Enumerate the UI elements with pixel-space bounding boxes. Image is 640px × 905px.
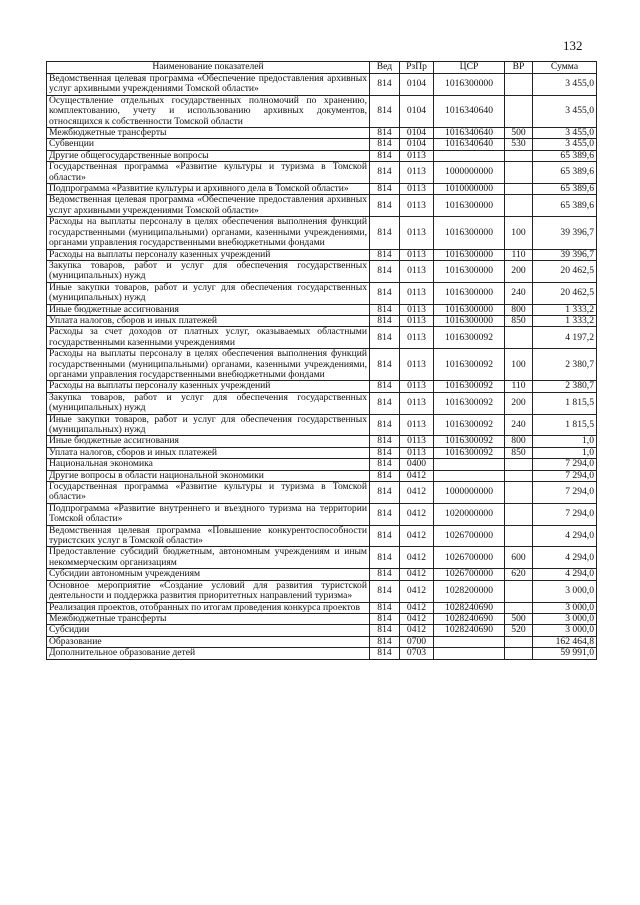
row-sum: 7 294,0 bbox=[533, 503, 597, 525]
row-vr bbox=[505, 470, 533, 481]
table-row bbox=[47, 636, 597, 647]
row-rzpr: 0113 bbox=[400, 414, 434, 436]
row-ved: 814 bbox=[370, 525, 400, 547]
table-row bbox=[47, 470, 597, 481]
row-name: Образование bbox=[47, 636, 370, 647]
row-rzpr: 0113 bbox=[400, 315, 434, 326]
header-rzpr: РзПр bbox=[400, 62, 434, 74]
row-name: Государственная программа «Развитие культуры и туризма в Томской области» bbox=[47, 162, 370, 184]
row-rzpr: 0113 bbox=[400, 436, 434, 447]
row-name: Субсидии bbox=[47, 625, 370, 636]
row-csr: 1016300092 bbox=[434, 447, 505, 458]
row-name: Субвенции bbox=[47, 139, 370, 150]
table-row bbox=[47, 459, 597, 470]
row-ved: 814 bbox=[370, 625, 400, 636]
table-row bbox=[47, 525, 597, 547]
row-vr: 850 bbox=[505, 315, 533, 326]
row-name: Национальная экономика bbox=[47, 459, 370, 470]
row-vr: 520 bbox=[505, 625, 533, 636]
row-csr: 1026700000 bbox=[434, 525, 505, 547]
row-rzpr: 0412 bbox=[400, 525, 434, 547]
row-ved: 814 bbox=[370, 184, 400, 195]
row-vr bbox=[505, 74, 533, 96]
row-csr: 1028240690 bbox=[434, 602, 505, 613]
row-vr: 200 bbox=[505, 260, 533, 282]
table-row bbox=[47, 602, 597, 613]
row-csr bbox=[434, 470, 505, 481]
row-rzpr: 0113 bbox=[400, 447, 434, 458]
row-ved: 814 bbox=[370, 547, 400, 569]
row-vr bbox=[505, 95, 533, 127]
row-csr: 1016300092 bbox=[434, 349, 505, 381]
row-vr bbox=[505, 327, 533, 349]
row-csr: 1010000000 bbox=[434, 184, 505, 195]
row-name: Подпрограмма «Развитие культуры и архивного дела в Томской области» bbox=[47, 184, 370, 195]
row-rzpr: 0412 bbox=[400, 503, 434, 525]
row-name: Иные бюджетные ассигнования bbox=[47, 304, 370, 315]
row-rzpr: 0113 bbox=[400, 184, 434, 195]
row-vr bbox=[505, 525, 533, 547]
row-vr: 240 bbox=[505, 282, 533, 304]
row-vr bbox=[505, 482, 533, 504]
row-name: Реализация проектов, отобранных по итогам проведения конкурса проектов bbox=[47, 602, 370, 613]
row-rzpr: 0412 bbox=[400, 625, 434, 636]
row-sum: 3 000,0 bbox=[533, 625, 597, 636]
table-row bbox=[47, 580, 597, 602]
row-name: Основное мероприятие «Создание условий для развития туристской деятельности и поддержка развития приоритетных направлений туризма» bbox=[47, 580, 370, 602]
row-vr bbox=[505, 184, 533, 195]
row-rzpr: 0412 bbox=[400, 470, 434, 481]
row-sum: 3 455,0 bbox=[533, 95, 597, 127]
row-rzpr: 0412 bbox=[400, 482, 434, 504]
row-vr bbox=[505, 503, 533, 525]
row-name: Осуществление отдельных государственных полномочий по хранению, комплектованию, учету и использованию архивных документов, относящихся к собственности Томской области bbox=[47, 95, 370, 127]
row-rzpr: 0113 bbox=[400, 249, 434, 260]
row-name: Закупка товаров, работ и услуг для обеспечения государственных (муниципальных) нужд bbox=[47, 260, 370, 282]
row-ved: 814 bbox=[370, 95, 400, 127]
row-ved: 814 bbox=[370, 381, 400, 392]
row-rzpr: 0113 bbox=[400, 282, 434, 304]
row-rzpr: 0113 bbox=[400, 392, 434, 414]
table-row bbox=[47, 327, 597, 349]
row-rzpr: 0113 bbox=[400, 381, 434, 392]
row-name: Предоставление субсидий бюджетным, автономным учреждениям и иным некоммерческим организациям bbox=[47, 547, 370, 569]
table-row bbox=[47, 260, 597, 282]
row-vr: 100 bbox=[505, 349, 533, 381]
row-name: Иные закупки товаров, работ и услуг для обеспечения государственных (муниципальных) нужд bbox=[47, 282, 370, 304]
row-sum: 20 462,5 bbox=[533, 260, 597, 282]
row-ved: 814 bbox=[370, 195, 400, 217]
row-ved: 814 bbox=[370, 648, 400, 659]
table-row bbox=[47, 613, 597, 624]
row-rzpr: 0412 bbox=[400, 602, 434, 613]
row-sum: 1 333,2 bbox=[533, 315, 597, 326]
row-sum: 4 197,2 bbox=[533, 327, 597, 349]
row-csr: 1016300092 bbox=[434, 414, 505, 436]
row-csr: 1026700000 bbox=[434, 547, 505, 569]
table-row bbox=[47, 648, 597, 659]
row-ved: 814 bbox=[370, 162, 400, 184]
row-rzpr: 0400 bbox=[400, 459, 434, 470]
header-vr: ВР bbox=[505, 62, 533, 74]
row-csr: 1028240690 bbox=[434, 625, 505, 636]
row-sum: 4 294,0 bbox=[533, 525, 597, 547]
row-ved: 814 bbox=[370, 315, 400, 326]
row-sum: 39 396,7 bbox=[533, 217, 597, 249]
budget-table bbox=[46, 61, 597, 660]
row-csr: 1020000000 bbox=[434, 503, 505, 525]
row-name: Межбюджетные трансферты bbox=[47, 128, 370, 139]
row-name: Другие вопросы в области национальной экономики bbox=[47, 470, 370, 481]
row-csr bbox=[434, 459, 505, 470]
row-ved: 814 bbox=[370, 304, 400, 315]
header-sum: Сумма bbox=[533, 62, 597, 74]
row-ved: 814 bbox=[370, 503, 400, 525]
row-sum: 1 815,5 bbox=[533, 392, 597, 414]
row-vr: 200 bbox=[505, 392, 533, 414]
row-sum: 65 389,6 bbox=[533, 150, 597, 161]
row-sum: 2 380,7 bbox=[533, 381, 597, 392]
row-name: Другие общегосударственные вопросы bbox=[47, 150, 370, 161]
row-csr bbox=[434, 150, 505, 161]
table-row bbox=[47, 625, 597, 636]
row-rzpr: 0113 bbox=[400, 150, 434, 161]
row-rzpr: 0113 bbox=[400, 327, 434, 349]
row-rzpr: 0412 bbox=[400, 613, 434, 624]
table-row bbox=[47, 392, 597, 414]
table-row bbox=[47, 482, 597, 504]
row-ved: 814 bbox=[370, 150, 400, 161]
row-ved: 814 bbox=[370, 74, 400, 96]
row-csr: 1026700000 bbox=[434, 569, 505, 580]
row-rzpr: 0412 bbox=[400, 547, 434, 569]
row-vr bbox=[505, 636, 533, 647]
table-row bbox=[47, 184, 597, 195]
row-vr bbox=[505, 150, 533, 161]
row-csr: 1016300000 bbox=[434, 195, 505, 217]
row-vr bbox=[505, 162, 533, 184]
table-row bbox=[47, 95, 597, 127]
row-sum: 4 294,0 bbox=[533, 547, 597, 569]
row-vr bbox=[505, 580, 533, 602]
row-ved: 814 bbox=[370, 613, 400, 624]
table-row bbox=[47, 162, 597, 184]
row-vr: 600 bbox=[505, 547, 533, 569]
row-vr: 800 bbox=[505, 436, 533, 447]
row-csr: 1016300000 bbox=[434, 282, 505, 304]
row-sum: 1,0 bbox=[533, 436, 597, 447]
row-vr: 800 bbox=[505, 304, 533, 315]
row-name: Иные бюджетные ассигнования bbox=[47, 436, 370, 447]
table-row bbox=[47, 436, 597, 447]
row-name: Расходы на выплаты персоналу казенных учреждений bbox=[47, 249, 370, 260]
row-ved: 814 bbox=[370, 128, 400, 139]
row-sum: 20 462,5 bbox=[533, 282, 597, 304]
page-number: 132 bbox=[563, 38, 583, 53]
row-rzpr: 0104 bbox=[400, 74, 434, 96]
row-ved: 814 bbox=[370, 580, 400, 602]
row-sum: 7 294,0 bbox=[533, 482, 597, 504]
table-header-row bbox=[47, 62, 597, 74]
row-csr: 1016300000 bbox=[434, 315, 505, 326]
row-csr: 1016340640 bbox=[434, 139, 505, 150]
row-rzpr: 0412 bbox=[400, 569, 434, 580]
row-name: Закупка товаров, работ и услуг для обеспечения государственных (муниципальных) нужд bbox=[47, 392, 370, 414]
row-csr: 1016340640 bbox=[434, 95, 505, 127]
row-sum: 1,0 bbox=[533, 447, 597, 458]
row-vr bbox=[505, 459, 533, 470]
row-vr: 500 bbox=[505, 613, 533, 624]
header-ved: Вед bbox=[370, 62, 400, 74]
table-row bbox=[47, 195, 597, 217]
row-csr: 1016300000 bbox=[434, 74, 505, 96]
row-csr: 1016300092 bbox=[434, 381, 505, 392]
row-vr: 100 bbox=[505, 217, 533, 249]
table-row bbox=[47, 381, 597, 392]
row-sum: 65 389,6 bbox=[533, 162, 597, 184]
table-row bbox=[47, 547, 597, 569]
row-name: Субсидии автономным учреждениям bbox=[47, 569, 370, 580]
row-name: Ведомственная целевая программа «Повышение конкурентоспособности туристских услуг в Томской области» bbox=[47, 525, 370, 547]
row-name: Уплата налогов, сборов и иных платежей bbox=[47, 315, 370, 326]
row-ved: 814 bbox=[370, 349, 400, 381]
row-ved: 814 bbox=[370, 260, 400, 282]
row-name: Подпрограмма «Развитие внутреннего и въездного туризма на территории Томской области» bbox=[47, 503, 370, 525]
row-name: Дополнительное образование детей bbox=[47, 648, 370, 659]
row-rzpr: 0700 bbox=[400, 636, 434, 647]
row-vr bbox=[505, 602, 533, 613]
row-rzpr: 0412 bbox=[400, 580, 434, 602]
row-csr: 1016300000 bbox=[434, 249, 505, 260]
table-row bbox=[47, 249, 597, 260]
row-vr bbox=[505, 195, 533, 217]
row-rzpr: 0113 bbox=[400, 217, 434, 249]
row-vr: 620 bbox=[505, 569, 533, 580]
table-row bbox=[47, 447, 597, 458]
row-sum: 3 000,0 bbox=[533, 602, 597, 613]
row-csr: 1016300092 bbox=[434, 436, 505, 447]
row-csr: 1000000000 bbox=[434, 482, 505, 504]
row-name: Ведомственная целевая программа «Обеспечение предоставления архивных услуг архивными учреждениями Томской области» bbox=[47, 195, 370, 217]
row-csr: 1016300000 bbox=[434, 260, 505, 282]
row-ved: 814 bbox=[370, 249, 400, 260]
row-name: Межбюджетные трансферты bbox=[47, 613, 370, 624]
row-sum: 39 396,7 bbox=[533, 249, 597, 260]
header-name: Наименование показателей bbox=[47, 62, 370, 74]
row-csr: 1028200000 bbox=[434, 580, 505, 602]
row-ved: 814 bbox=[370, 636, 400, 647]
row-name: Иные закупки товаров, работ и услуг для обеспечения государственных (муниципальных) нужд bbox=[47, 414, 370, 436]
row-ved: 814 bbox=[370, 602, 400, 613]
row-sum: 162 464,8 bbox=[533, 636, 597, 647]
row-vr bbox=[505, 648, 533, 659]
row-csr: 1016340640 bbox=[434, 128, 505, 139]
row-ved: 814 bbox=[370, 414, 400, 436]
row-csr: 1016300092 bbox=[434, 392, 505, 414]
row-ved: 814 bbox=[370, 447, 400, 458]
row-csr: 1016300092 bbox=[434, 327, 505, 349]
row-sum: 59 991,0 bbox=[533, 648, 597, 659]
row-rzpr: 0113 bbox=[400, 195, 434, 217]
row-rzpr: 0113 bbox=[400, 304, 434, 315]
row-rzpr: 0113 bbox=[400, 162, 434, 184]
row-rzpr: 0104 bbox=[400, 139, 434, 150]
header-csr: ЦСР bbox=[434, 62, 505, 74]
row-sum: 65 389,6 bbox=[533, 195, 597, 217]
table-row bbox=[47, 150, 597, 161]
row-csr bbox=[434, 636, 505, 647]
row-sum: 4 294,0 bbox=[533, 569, 597, 580]
row-csr: 1000000000 bbox=[434, 162, 505, 184]
row-ved: 814 bbox=[370, 459, 400, 470]
row-csr: 1016300000 bbox=[434, 217, 505, 249]
row-vr: 850 bbox=[505, 447, 533, 458]
row-sum: 3 455,0 bbox=[533, 128, 597, 139]
row-ved: 814 bbox=[370, 569, 400, 580]
row-vr: 110 bbox=[505, 249, 533, 260]
table-row bbox=[47, 74, 597, 96]
row-sum: 3 000,0 bbox=[533, 613, 597, 624]
row-ved: 814 bbox=[370, 327, 400, 349]
row-ved: 814 bbox=[370, 282, 400, 304]
row-ved: 814 bbox=[370, 470, 400, 481]
row-rzpr: 0104 bbox=[400, 95, 434, 127]
table-row bbox=[47, 414, 597, 436]
table-row bbox=[47, 569, 597, 580]
row-sum: 2 380,7 bbox=[533, 349, 597, 381]
row-sum: 3 000,0 bbox=[533, 580, 597, 602]
row-csr: 1028240690 bbox=[434, 613, 505, 624]
row-name: Государственная программа «Развитие культуры и туризма в Томской области» bbox=[47, 482, 370, 504]
row-csr bbox=[434, 648, 505, 659]
table-row bbox=[47, 217, 597, 249]
table-row bbox=[47, 349, 597, 381]
row-vr: 110 bbox=[505, 381, 533, 392]
row-ved: 814 bbox=[370, 436, 400, 447]
row-name: Расходы на выплаты персоналу в целях обеспечения выполнения функций государственными (муниципальными) органами, казенными учреждениями, органами управления государственными внебюджетными фондами bbox=[47, 349, 370, 381]
row-ved: 814 bbox=[370, 482, 400, 504]
row-name: Ведомственная целевая программа «Обеспечение предоставления архивных услуг архивными учреждениями Томской области» bbox=[47, 74, 370, 96]
row-sum: 1 815,5 bbox=[533, 414, 597, 436]
table-row bbox=[47, 315, 597, 326]
row-ved: 814 bbox=[370, 139, 400, 150]
row-name: Расходы за счет доходов от платных услуг, оказываемых областными государственными казенными учреждениями bbox=[47, 327, 370, 349]
row-ved: 814 bbox=[370, 217, 400, 249]
row-sum: 1 333,2 bbox=[533, 304, 597, 315]
table-row bbox=[47, 503, 597, 525]
table-row bbox=[47, 282, 597, 304]
table-row bbox=[47, 304, 597, 315]
row-sum: 65 389,6 bbox=[533, 184, 597, 195]
row-rzpr: 0703 bbox=[400, 648, 434, 659]
row-rzpr: 0104 bbox=[400, 128, 434, 139]
row-sum: 3 455,0 bbox=[533, 139, 597, 150]
row-sum: 3 455,0 bbox=[533, 74, 597, 96]
row-ved: 814 bbox=[370, 392, 400, 414]
row-vr: 500 bbox=[505, 128, 533, 139]
row-rzpr: 0113 bbox=[400, 349, 434, 381]
row-vr: 530 bbox=[505, 139, 533, 150]
row-name: Расходы на выплаты персоналу казенных учреждений bbox=[47, 381, 370, 392]
row-name: Расходы на выплаты персоналу в целях обеспечения выполнения функций государственными (муниципальными) органами, казенными учреждениями, органами управления государственными внебюджетными фондами bbox=[47, 217, 370, 249]
row-sum: 7 294,0 bbox=[533, 470, 597, 481]
row-name: Уплата налогов, сборов и иных платежей bbox=[47, 447, 370, 458]
table-row bbox=[47, 139, 597, 150]
row-rzpr: 0113 bbox=[400, 260, 434, 282]
row-sum: 7 294,0 bbox=[533, 459, 597, 470]
table-row bbox=[47, 128, 597, 139]
row-csr: 1016300000 bbox=[434, 304, 505, 315]
row-vr: 240 bbox=[505, 414, 533, 436]
